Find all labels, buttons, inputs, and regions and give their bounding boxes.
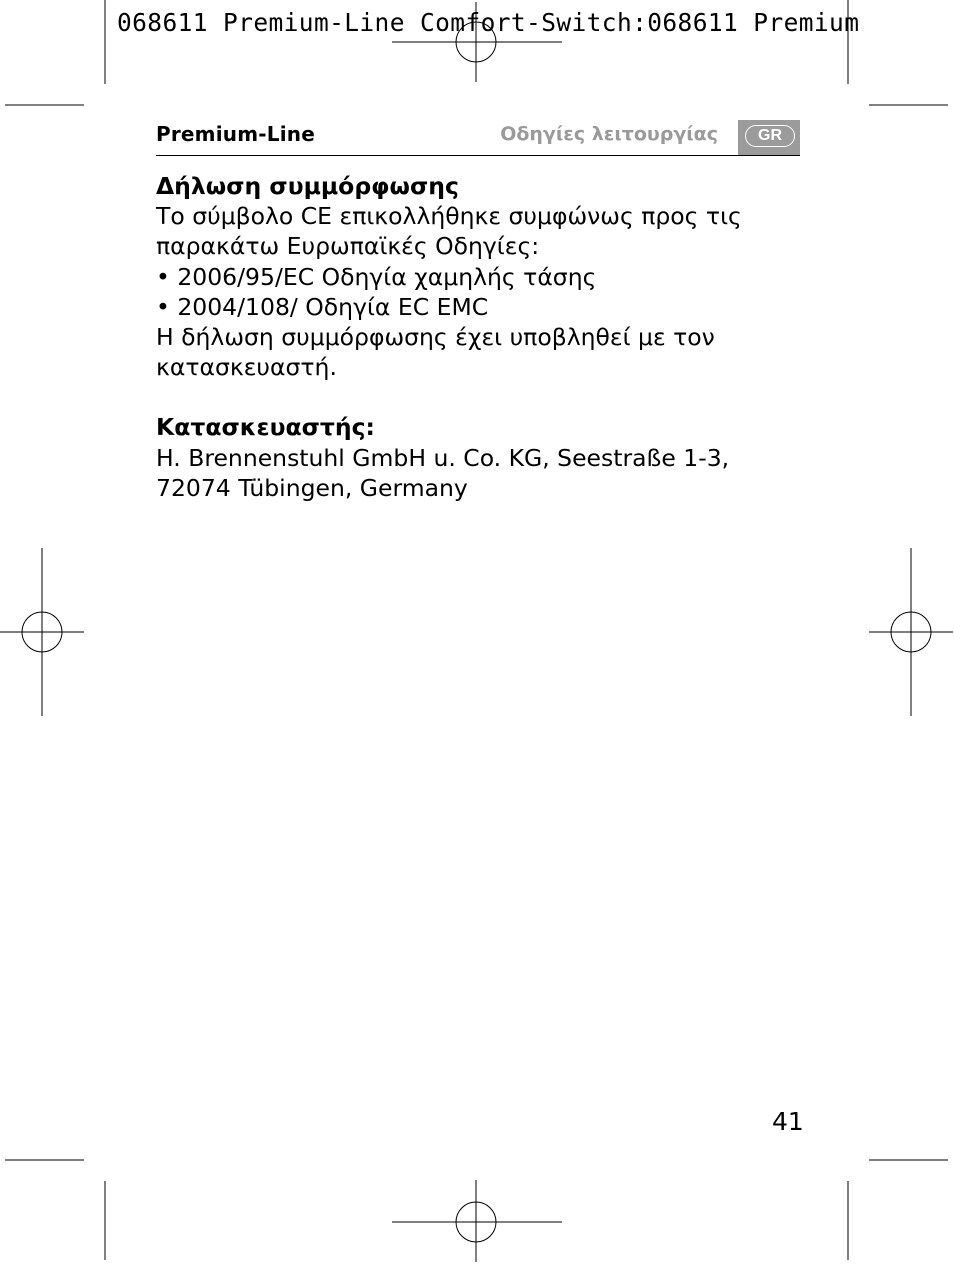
page-content xyxy=(156,171,776,503)
conformity-line: Η δήλωση συμμόρφωσης έχει υποβληθεί με τον xyxy=(156,323,715,352)
registration-mark-bottom xyxy=(392,1180,562,1262)
language-tab xyxy=(738,120,800,155)
header-section-title: Οδηγίες λειτουργίας xyxy=(500,123,718,145)
header-rule xyxy=(156,155,800,156)
directive-item: • 2006/95/EC Οδηγία χαμηλής τάσης xyxy=(156,262,597,291)
language-badge: GR xyxy=(745,125,795,147)
paragraph-spacer xyxy=(156,382,776,412)
header-brand: Premium-Line xyxy=(156,122,315,146)
page-number: 41 xyxy=(772,1107,804,1136)
conformity-line: παρακάτω Ευρωπαϊκές Οδηγίες: xyxy=(156,232,540,261)
conformity-line: κατασκευαστή. xyxy=(156,353,337,382)
registration-mark-top xyxy=(392,2,562,82)
registration-mark-left xyxy=(0,548,84,716)
directive-item: • 2004/108/ Οδηγία EC EMC xyxy=(156,292,489,321)
manufacturer-heading: Κατασκευαστής: xyxy=(156,413,375,442)
registration-mark-right xyxy=(869,548,953,716)
conformity-line: Το σύμβολο CE επικολλήθηκε συμφώνως προς τις xyxy=(156,202,742,231)
slug-line: 068611 Premium-Line Comfort-Switch:068611 Premium xyxy=(117,8,860,37)
manufacturer-address-line: H. Brennenstuhl GmbH u. Co. KG, Seestraße 1-3, xyxy=(156,443,730,472)
manufacturer-address-line: 72074 Tübingen, Germany xyxy=(156,473,468,502)
conformity-heading: Δήλωση συμμόρφωσης xyxy=(156,172,459,200)
